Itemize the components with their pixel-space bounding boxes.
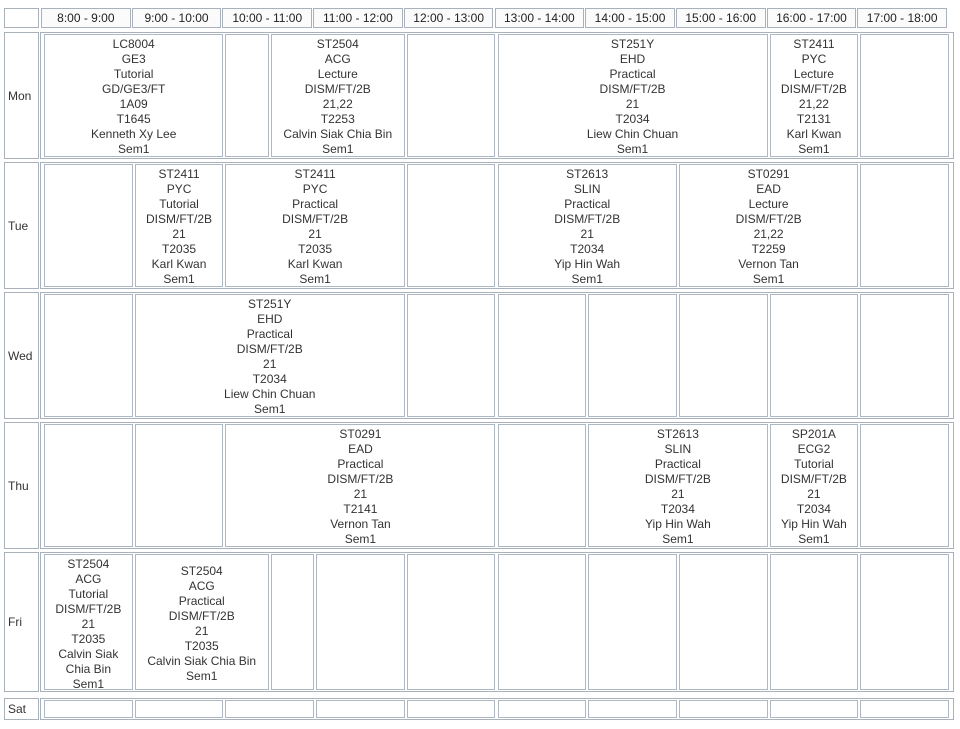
lesson-room: T2034: [660, 502, 695, 516]
lesson-room: T2034: [796, 502, 831, 516]
lesson-group: 21: [671, 487, 685, 501]
lesson-class: DISM/FT/2B: [780, 472, 847, 486]
lesson-type: Practical: [337, 457, 384, 471]
lesson-block[interactable]: [770, 424, 859, 547]
empty-slot: [860, 424, 949, 547]
lesson-class: DISM/FT/2B: [146, 212, 213, 226]
lesson-lecturer: Karl Kwan: [287, 257, 343, 271]
empty-slot: [498, 424, 587, 547]
empty-slot: [860, 554, 949, 690]
lesson-semester: Sem1: [163, 272, 195, 286]
lesson-semester: Sem1: [254, 402, 286, 416]
lesson-code: ST2504: [316, 37, 359, 51]
lesson-lecturer: Karl Kwan: [786, 127, 842, 141]
lesson-room: T2253: [320, 112, 355, 126]
lesson-code: ST2613: [656, 427, 699, 441]
time-header: 10:00 - 11:00: [222, 8, 312, 28]
lesson-semester: Sem1: [662, 532, 694, 546]
empty-slot: [44, 294, 133, 417]
lesson-class: DISM/FT/2B: [327, 472, 394, 486]
empty-slot: [316, 554, 405, 690]
empty-slot: [225, 700, 314, 718]
lesson-class: DISM/FT/2B: [55, 602, 122, 616]
empty-slot: [679, 554, 768, 690]
lesson-semester: Sem1: [798, 532, 830, 546]
lesson-block[interactable]: [498, 164, 677, 287]
lesson-group: 21: [308, 227, 322, 241]
lesson-module: PYC: [302, 182, 328, 196]
lesson-module: EHD: [619, 52, 646, 66]
day-label: Mon: [4, 32, 39, 159]
header-corner: [4, 8, 39, 28]
lesson-lecturer: Liew Chin Chuan: [224, 387, 316, 401]
lesson-semester: Sem1: [118, 142, 150, 156]
lesson-room: T1645: [116, 112, 151, 126]
lesson-type: Practical: [178, 594, 225, 608]
lesson-class: DISM/FT/2B: [282, 212, 349, 226]
empty-slot: [135, 424, 224, 547]
empty-slot: [407, 294, 496, 417]
lesson-semester: Sem1: [798, 142, 830, 156]
lesson-class: DISM/FT/2B: [644, 472, 711, 486]
lesson-semester: Sem1: [344, 532, 377, 546]
lesson-lecturer: Karl Kwan: [151, 257, 207, 271]
time-header: 12:00 - 13:00: [404, 8, 494, 28]
lesson-group: 21,22: [753, 227, 784, 241]
empty-slot: [407, 164, 496, 287]
lesson-module: ACG: [188, 579, 215, 593]
lesson-type: Tutorial: [794, 457, 834, 471]
lesson-type: Practical: [654, 457, 701, 471]
lesson-code: ST2411: [294, 167, 336, 181]
lesson-semester: Sem1: [72, 677, 105, 691]
lesson-module: ACG: [75, 572, 102, 586]
lesson-lecturer: Vernon Tan: [330, 517, 391, 531]
empty-slot: [588, 554, 677, 690]
day-label: Wed: [4, 292, 39, 419]
empty-slot: [407, 554, 496, 690]
lesson-group: 21: [263, 357, 277, 371]
lesson-group: 21: [353, 487, 368, 501]
lesson-class: DISM/FT/2B: [735, 212, 802, 226]
lesson-block[interactable]: [770, 34, 859, 157]
lesson-room: T2259: [751, 242, 786, 256]
lesson-class: GD/GE3/FT: [102, 82, 166, 96]
lesson-group: 21,22: [322, 97, 353, 111]
lesson-room: T2034: [252, 372, 287, 386]
lesson-room: T2035: [184, 639, 219, 653]
empty-slot: [498, 554, 587, 690]
time-header: 11:00 - 12:00: [313, 8, 403, 28]
empty-slot: [860, 700, 949, 718]
lesson-semester: Sem1: [752, 272, 785, 286]
lesson-lecturer: Calvin Siak Chia Bin: [58, 647, 119, 676]
lesson-room: T2034: [570, 242, 605, 256]
empty-slot: [44, 164, 133, 287]
empty-slot: [770, 554, 859, 690]
lesson-class: DISM/FT/2B: [236, 342, 303, 356]
day-label: Tue: [4, 162, 39, 289]
empty-slot: [770, 294, 859, 417]
lesson-block[interactable]: [588, 424, 767, 547]
lesson-type: Practical: [246, 327, 293, 341]
lesson-code: SP201A: [791, 427, 836, 441]
lesson-code: ST251Y: [248, 297, 292, 311]
day-label: Thu: [4, 422, 39, 549]
lesson-group: 21: [195, 624, 209, 638]
lesson-room: T2035: [162, 242, 197, 256]
lesson-type: Lecture: [793, 67, 834, 81]
time-header: 9:00 - 10:00: [132, 8, 222, 28]
lesson-module: SLIN: [664, 442, 692, 456]
lesson-semester: Sem1: [571, 272, 603, 286]
lesson-group: 21: [172, 227, 186, 241]
lesson-class: DISM/FT/2B: [168, 609, 235, 623]
lesson-code: ST0291: [747, 167, 790, 181]
lesson-module: ECG2: [797, 442, 831, 456]
day-label: Sat: [4, 698, 39, 720]
lesson-block[interactable]: [225, 424, 495, 547]
lesson-type: Practical: [609, 67, 656, 81]
time-header: 8:00 - 9:00: [41, 8, 131, 28]
lesson-module: EAD: [348, 442, 373, 456]
lesson-module: GE3: [121, 52, 146, 66]
empty-slot: [44, 424, 133, 547]
lesson-module: PYC: [801, 52, 827, 66]
lesson-block[interactable]: [135, 554, 269, 690]
lesson-code: ST251Y: [610, 37, 655, 51]
empty-slot: [679, 294, 768, 417]
empty-slot: [679, 700, 768, 718]
empty-slot: [316, 700, 405, 718]
lesson-room: T2035: [71, 632, 106, 646]
lesson-type: Tutorial: [159, 197, 199, 211]
empty-slot: [135, 700, 224, 718]
lesson-type: Tutorial: [113, 67, 154, 81]
lesson-group: 1A09: [119, 97, 148, 111]
lesson-lecturer: Yip Hin Wah: [781, 517, 847, 531]
lesson-type: Practical: [292, 197, 339, 211]
lesson-code: ST0291: [339, 427, 382, 441]
lesson-semester: Sem1: [322, 142, 354, 156]
lesson-class: DISM/FT/2B: [780, 82, 847, 96]
empty-slot: [860, 34, 949, 157]
lesson-lecturer: Liew Chin Chuan: [586, 127, 679, 141]
empty-slot: [498, 294, 587, 417]
lesson-semester: Sem1: [616, 142, 649, 156]
lesson-lecturer: Vernon Tan: [738, 257, 799, 271]
lesson-lecturer: Calvin Siak Chia Bin: [147, 654, 257, 668]
empty-slot: [407, 700, 496, 718]
lesson-class: DISM/FT/2B: [599, 82, 666, 96]
lesson-group: 21: [81, 617, 96, 631]
time-header: 13:00 - 14:00: [495, 8, 585, 28]
lesson-room: T2131: [796, 112, 831, 126]
empty-slot: [588, 700, 677, 718]
lesson-type: Lecture: [317, 67, 358, 81]
lesson-block[interactable]: [225, 164, 404, 287]
lesson-module: EHD: [257, 312, 283, 326]
lesson-room: T2141: [343, 502, 378, 516]
lesson-semester: Sem1: [186, 669, 218, 683]
lesson-room: T2035: [298, 242, 333, 256]
empty-slot: [44, 700, 133, 718]
lesson-code: ST2411: [793, 37, 835, 51]
lesson-lecturer: Yip Hin Wah: [554, 257, 621, 271]
lesson-code: ST2504: [180, 564, 223, 578]
lesson-block[interactable]: [44, 34, 223, 157]
lesson-module: EAD: [756, 182, 781, 196]
empty-slot: [860, 294, 949, 417]
empty-slot: [498, 700, 587, 718]
empty-slot: [860, 164, 949, 287]
time-header: 16:00 - 17:00: [767, 8, 857, 28]
lesson-group: 21: [807, 487, 821, 501]
lesson-group: 21: [580, 227, 594, 241]
empty-slot: [407, 34, 496, 157]
lesson-group: 21,22: [798, 97, 829, 111]
empty-slot: [588, 294, 677, 417]
lesson-block[interactable]: [679, 164, 858, 287]
lesson-room: T2034: [615, 112, 650, 126]
lesson-semester: Sem1: [299, 272, 331, 286]
lesson-block[interactable]: [44, 554, 133, 690]
lesson-lecturer: Calvin Siak Chia Bin: [283, 127, 393, 141]
lesson-lecturer: Kenneth Xy Lee: [90, 127, 177, 141]
lesson-module: SLIN: [573, 182, 601, 196]
lesson-class: DISM/FT/2B: [304, 82, 371, 96]
lesson-group: 21: [625, 97, 640, 111]
lesson-code: ST2613: [566, 167, 609, 181]
time-header: 15:00 - 16:00: [676, 8, 766, 28]
time-header: 17:00 - 18:00: [857, 8, 947, 28]
lesson-lecturer: Yip Hin Wah: [644, 517, 711, 531]
empty-slot: [770, 700, 859, 718]
time-header: 14:00 - 15:00: [585, 8, 675, 28]
lesson-module: ACG: [324, 52, 351, 66]
empty-slot: [225, 34, 268, 157]
lesson-class: DISM/FT/2B: [554, 212, 621, 226]
lesson-type: Tutorial: [68, 587, 109, 601]
empty-slot: [271, 554, 314, 690]
lesson-module: PYC: [166, 182, 192, 196]
lesson-code: ST2504: [67, 557, 110, 571]
lesson-block[interactable]: [271, 34, 405, 157]
lesson-type: Lecture: [748, 197, 789, 211]
lesson-block[interactable]: [498, 34, 768, 157]
day-label: Fri: [4, 552, 39, 692]
lesson-type: Practical: [564, 197, 611, 211]
lesson-code: LC8004: [112, 37, 155, 51]
lesson-block[interactable]: [135, 164, 224, 287]
lesson-block[interactable]: [135, 294, 405, 417]
lesson-code: ST2411: [158, 167, 200, 181]
